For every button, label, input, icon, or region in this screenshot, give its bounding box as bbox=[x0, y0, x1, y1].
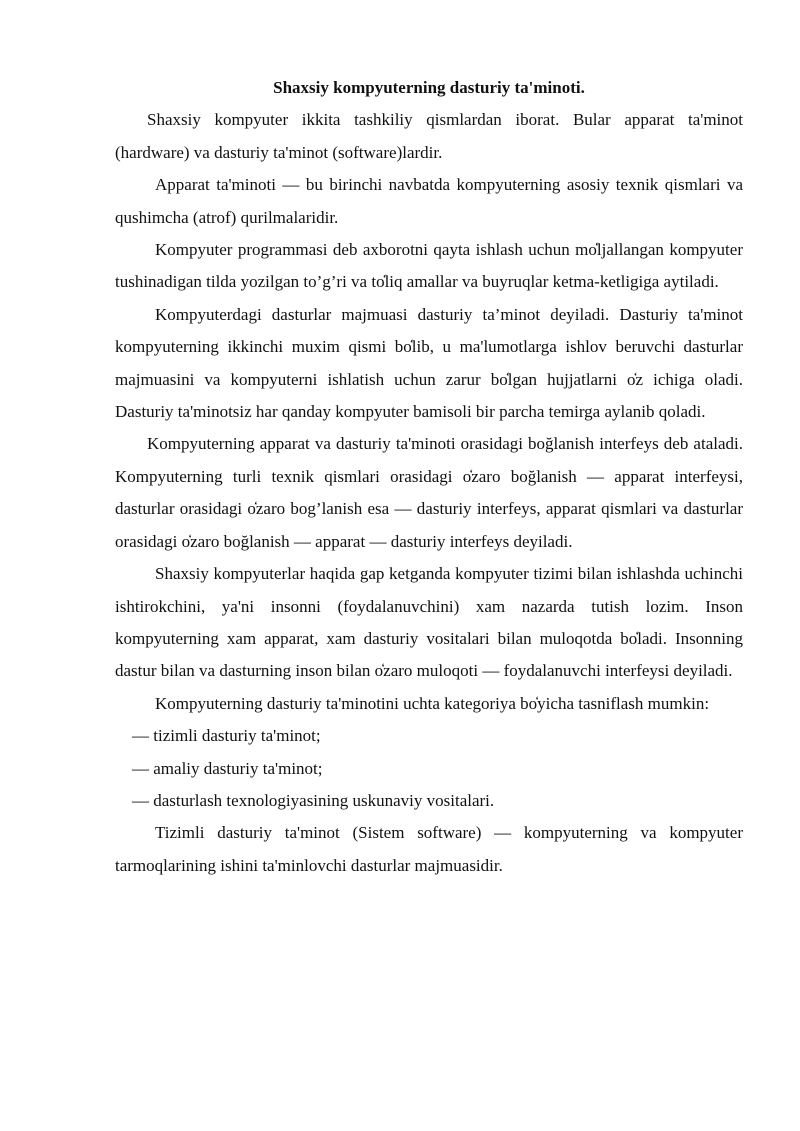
list-item: — amaliy dasturiy ta'minot; bbox=[132, 758, 323, 778]
paragraph-user-interface: Shaxsiy kompyuterlar haqida gap ketganda kompyuter tizimi bilan ishlashda uchinchi ishtirokchini, ya'ni insonni (foydalanuvchini) xam nazarda tutish lozim. Inson kompyuterning xam apparat, xam dasturiy vositalari bilan muloqotda bo̒ladi. Insonning dastur bilan va dasturning inson bilan o̒zaro muloqoti — foydalanuvchi interfeysi deyiladi. bbox=[115, 564, 743, 681]
paragraph-software: Kompyuterdagi dasturlar majmuasi dasturiy ta’minot deyiladi. Dasturiy ta'minot kompyuterning ikkinchi muxim qismi bo̒lib, u ma'lumotlarga ishlov beruvchi dasturlar majmuasini va kompyuterni ishlatish uchun zarur bo̒lgan hujjatlarni o̒z ichiga oladi. Dasturiy ta'minotsiz har qanday kompyuter bamisoli bir parcha temirga aylanib qoladi. bbox=[115, 304, 743, 422]
page-title: Shaxsiy kompyuterning dasturiy ta'minoti. bbox=[273, 78, 585, 97]
paragraph-system-software: Tizimli dasturiy ta'minot (Sistem software) — kompyuterning va kompyuter tarmoqlarining ishini ta'minlovchi dasturlar majmuasidir. bbox=[115, 823, 743, 875]
paragraph-intro: Shaxsiy kompyuter ikkita tashkiliy qismlardan iborat. Bular apparat ta'minot (hardware) va dasturiy ta'minot (software)lardir. bbox=[115, 110, 743, 162]
list-item: — dasturlash texnologiyasining uskunaviy vositalari. bbox=[132, 790, 495, 810]
list-item: — tizimli dasturiy ta'minot; bbox=[132, 726, 321, 746]
paragraph-interface: Kompyuterning apparat va dasturiy ta'minoti orasidagi boğlanish interfeys deb ataladi. Kompyuterning turli texnik qismlari orasidagi o̒zaro boğlanish — apparat interfeysi, dasturlar orasidagi o̒zaro bog’lanish esa — dasturiy interfeys, apparat qismlari va dasturlar orasidagi o̒zaro boğlanish — apparat — dasturiy interfeys deyiladi. bbox=[115, 434, 743, 551]
document-body bbox=[115, 72, 743, 882]
paragraph-program-definition: Kompyuter programmasi deb axborotni qayta ishlash uchun mo̒ljallangan kompyuter tushinadigan tilda yozilgan to’g’ri va to̒liq amallar va buyruqlar ketma-ketligiga aytiladi. bbox=[115, 240, 743, 292]
paragraph-hardware: Apparat ta'minoti — bu birinchi navbatda kompyuterning asosiy texnik qismlari va qushimcha (atrof) qurilmalaridir. bbox=[115, 175, 743, 227]
paragraph-categories: Kompyuterning dasturiy ta'minotini uchta kategoriya bo̒yicha tasniflash mumkin: bbox=[155, 693, 710, 713]
